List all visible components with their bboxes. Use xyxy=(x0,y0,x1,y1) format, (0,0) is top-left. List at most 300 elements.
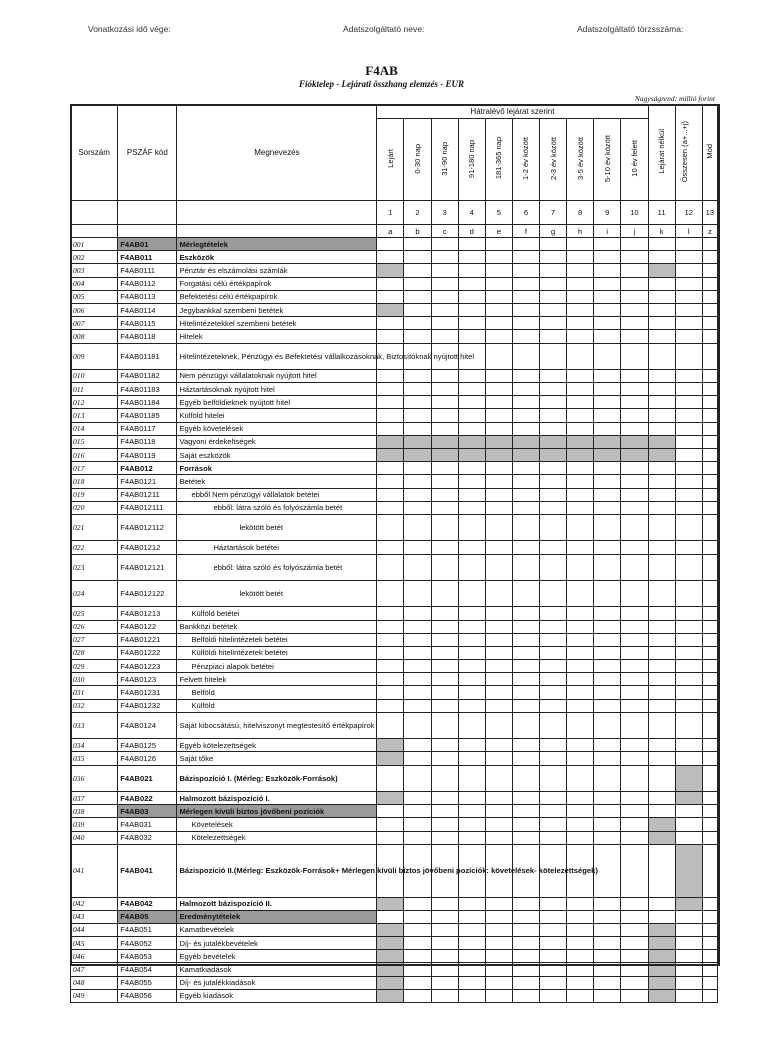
value-cell[interactable] xyxy=(404,646,431,659)
value-cell[interactable] xyxy=(702,462,717,475)
value-cell[interactable] xyxy=(512,660,539,673)
value-cell[interactable] xyxy=(431,422,458,435)
value-cell[interactable] xyxy=(458,501,485,514)
value-cell[interactable] xyxy=(404,435,431,448)
value-cell[interactable] xyxy=(377,383,404,396)
value-cell[interactable] xyxy=(377,923,404,936)
value-cell[interactable] xyxy=(567,264,594,277)
value-cell[interactable] xyxy=(377,937,404,950)
value-cell[interactable] xyxy=(431,251,458,264)
value-cell[interactable] xyxy=(377,277,404,290)
value-cell[interactable] xyxy=(567,607,594,620)
value-cell[interactable] xyxy=(539,277,566,290)
value-cell[interactable] xyxy=(567,937,594,950)
value-cell[interactable] xyxy=(458,633,485,646)
value-cell[interactable] xyxy=(567,277,594,290)
value-cell[interactable] xyxy=(431,633,458,646)
value-cell[interactable] xyxy=(458,989,485,1002)
value-cell[interactable] xyxy=(567,501,594,514)
value-cell[interactable] xyxy=(512,739,539,752)
value-cell[interactable] xyxy=(675,765,702,791)
value-cell[interactable] xyxy=(567,897,594,910)
value-cell[interactable] xyxy=(702,765,717,791)
value-cell[interactable] xyxy=(377,633,404,646)
value-cell[interactable] xyxy=(702,950,717,963)
value-cell[interactable] xyxy=(485,501,512,514)
value-cell[interactable] xyxy=(377,950,404,963)
value-cell[interactable] xyxy=(675,897,702,910)
value-cell[interactable] xyxy=(539,976,566,989)
value-cell[interactable] xyxy=(404,251,431,264)
value-cell[interactable] xyxy=(567,712,594,738)
value-cell[interactable] xyxy=(404,554,431,580)
value-cell[interactable] xyxy=(512,673,539,686)
value-cell[interactable] xyxy=(594,396,621,409)
value-cell[interactable] xyxy=(567,383,594,396)
value-cell[interactable] xyxy=(431,541,458,554)
value-cell[interactable] xyxy=(485,910,512,923)
value-cell[interactable] xyxy=(594,277,621,290)
value-cell[interactable] xyxy=(404,989,431,1002)
value-cell[interactable] xyxy=(621,976,648,989)
value-cell[interactable] xyxy=(404,238,431,251)
value-cell[interactable] xyxy=(512,989,539,1002)
value-cell[interactable] xyxy=(458,290,485,303)
value-cell[interactable] xyxy=(621,646,648,659)
value-cell[interactable] xyxy=(567,752,594,765)
value-cell[interactable] xyxy=(404,409,431,422)
value-cell[interactable] xyxy=(539,541,566,554)
value-cell[interactable] xyxy=(621,950,648,963)
value-cell[interactable] xyxy=(648,514,675,540)
value-cell[interactable] xyxy=(377,646,404,659)
value-cell[interactable] xyxy=(512,963,539,976)
value-cell[interactable] xyxy=(539,989,566,1002)
value-cell[interactable] xyxy=(539,422,566,435)
value-cell[interactable] xyxy=(404,383,431,396)
value-cell[interactable] xyxy=(485,343,512,369)
value-cell[interactable] xyxy=(485,409,512,422)
value-cell[interactable] xyxy=(648,791,675,804)
value-cell[interactable] xyxy=(621,699,648,712)
value-cell[interactable] xyxy=(377,699,404,712)
value-cell[interactable] xyxy=(485,660,512,673)
value-cell[interactable] xyxy=(675,673,702,686)
value-cell[interactable] xyxy=(594,238,621,251)
value-cell[interactable] xyxy=(377,409,404,422)
value-cell[interactable] xyxy=(702,488,717,501)
value-cell[interactable] xyxy=(675,910,702,923)
value-cell[interactable] xyxy=(675,475,702,488)
value-cell[interactable] xyxy=(431,897,458,910)
value-cell[interactable] xyxy=(539,791,566,804)
value-cell[interactable] xyxy=(539,686,566,699)
value-cell[interactable] xyxy=(675,277,702,290)
value-cell[interactable] xyxy=(485,369,512,382)
value-cell[interactable] xyxy=(404,791,431,804)
value-cell[interactable] xyxy=(404,699,431,712)
value-cell[interactable] xyxy=(539,462,566,475)
value-cell[interactable] xyxy=(458,976,485,989)
value-cell[interactable] xyxy=(512,251,539,264)
value-cell[interactable] xyxy=(621,462,648,475)
value-cell[interactable] xyxy=(594,976,621,989)
value-cell[interactable] xyxy=(675,660,702,673)
value-cell[interactable] xyxy=(377,765,404,791)
value-cell[interactable] xyxy=(675,396,702,409)
value-cell[interactable] xyxy=(377,369,404,382)
value-cell[interactable] xyxy=(539,620,566,633)
value-cell[interactable] xyxy=(594,831,621,844)
value-cell[interactable] xyxy=(675,554,702,580)
value-cell[interactable] xyxy=(675,976,702,989)
value-cell[interactable] xyxy=(404,752,431,765)
value-cell[interactable] xyxy=(648,264,675,277)
value-cell[interactable] xyxy=(431,646,458,659)
value-cell[interactable] xyxy=(404,976,431,989)
value-cell[interactable] xyxy=(702,290,717,303)
value-cell[interactable] xyxy=(404,660,431,673)
value-cell[interactable] xyxy=(567,923,594,936)
value-cell[interactable] xyxy=(512,554,539,580)
value-cell[interactable] xyxy=(621,501,648,514)
value-cell[interactable] xyxy=(512,752,539,765)
value-cell[interactable] xyxy=(458,383,485,396)
value-cell[interactable] xyxy=(648,620,675,633)
value-cell[interactable] xyxy=(539,475,566,488)
value-cell[interactable] xyxy=(512,435,539,448)
value-cell[interactable] xyxy=(404,514,431,540)
value-cell[interactable] xyxy=(621,409,648,422)
value-cell[interactable] xyxy=(621,251,648,264)
value-cell[interactable] xyxy=(377,963,404,976)
value-cell[interactable] xyxy=(431,409,458,422)
value-cell[interactable] xyxy=(567,686,594,699)
value-cell[interactable] xyxy=(512,330,539,343)
value-cell[interactable] xyxy=(512,950,539,963)
value-cell[interactable] xyxy=(539,501,566,514)
value-cell[interactable] xyxy=(539,633,566,646)
value-cell[interactable] xyxy=(621,238,648,251)
value-cell[interactable] xyxy=(621,554,648,580)
value-cell[interactable] xyxy=(458,910,485,923)
value-cell[interactable] xyxy=(458,818,485,831)
value-cell[interactable] xyxy=(567,396,594,409)
value-cell[interactable] xyxy=(567,699,594,712)
value-cell[interactable] xyxy=(539,765,566,791)
value-cell[interactable] xyxy=(621,317,648,330)
value-cell[interactable] xyxy=(485,646,512,659)
value-cell[interactable] xyxy=(648,541,675,554)
value-cell[interactable] xyxy=(621,422,648,435)
value-cell[interactable] xyxy=(675,923,702,936)
value-cell[interactable] xyxy=(567,580,594,606)
value-cell[interactable] xyxy=(458,475,485,488)
value-cell[interactable] xyxy=(485,699,512,712)
value-cell[interactable] xyxy=(702,580,717,606)
value-cell[interactable] xyxy=(702,805,717,818)
value-cell[interactable] xyxy=(621,805,648,818)
value-cell[interactable] xyxy=(377,488,404,501)
value-cell[interactable] xyxy=(458,752,485,765)
value-cell[interactable] xyxy=(431,369,458,382)
value-cell[interactable] xyxy=(702,383,717,396)
value-cell[interactable] xyxy=(485,673,512,686)
value-cell[interactable] xyxy=(648,607,675,620)
value-cell[interactable] xyxy=(675,620,702,633)
value-cell[interactable] xyxy=(702,910,717,923)
value-cell[interactable] xyxy=(377,554,404,580)
value-cell[interactable] xyxy=(675,449,702,462)
value-cell[interactable] xyxy=(675,330,702,343)
value-cell[interactable] xyxy=(675,739,702,752)
value-cell[interactable] xyxy=(485,818,512,831)
value-cell[interactable] xyxy=(648,739,675,752)
value-cell[interactable] xyxy=(675,963,702,976)
value-cell[interactable] xyxy=(621,541,648,554)
value-cell[interactable] xyxy=(621,488,648,501)
value-cell[interactable] xyxy=(458,541,485,554)
value-cell[interactable] xyxy=(512,264,539,277)
value-cell[interactable] xyxy=(377,660,404,673)
value-cell[interactable] xyxy=(404,277,431,290)
value-cell[interactable] xyxy=(485,633,512,646)
value-cell[interactable] xyxy=(512,383,539,396)
value-cell[interactable] xyxy=(675,303,702,316)
value-cell[interactable] xyxy=(621,343,648,369)
value-cell[interactable] xyxy=(431,752,458,765)
value-cell[interactable] xyxy=(377,449,404,462)
value-cell[interactable] xyxy=(485,712,512,738)
value-cell[interactable] xyxy=(377,818,404,831)
value-cell[interactable] xyxy=(594,818,621,831)
value-cell[interactable] xyxy=(377,462,404,475)
value-cell[interactable] xyxy=(594,712,621,738)
value-cell[interactable] xyxy=(648,950,675,963)
value-cell[interactable] xyxy=(512,831,539,844)
value-cell[interactable] xyxy=(594,343,621,369)
value-cell[interactable] xyxy=(567,673,594,686)
value-cell[interactable] xyxy=(702,238,717,251)
value-cell[interactable] xyxy=(675,633,702,646)
value-cell[interactable] xyxy=(675,712,702,738)
value-cell[interactable] xyxy=(377,475,404,488)
value-cell[interactable] xyxy=(648,923,675,936)
value-cell[interactable] xyxy=(567,805,594,818)
value-cell[interactable] xyxy=(648,383,675,396)
value-cell[interactable] xyxy=(377,514,404,540)
value-cell[interactable] xyxy=(702,673,717,686)
value-cell[interactable] xyxy=(567,317,594,330)
value-cell[interactable] xyxy=(621,937,648,950)
value-cell[interactable] xyxy=(648,369,675,382)
value-cell[interactable] xyxy=(702,752,717,765)
value-cell[interactable] xyxy=(539,383,566,396)
value-cell[interactable] xyxy=(567,488,594,501)
value-cell[interactable] xyxy=(377,712,404,738)
value-cell[interactable] xyxy=(458,712,485,738)
value-cell[interactable] xyxy=(621,791,648,804)
value-cell[interactable] xyxy=(567,791,594,804)
value-cell[interactable] xyxy=(675,290,702,303)
value-cell[interactable] xyxy=(458,791,485,804)
value-cell[interactable] xyxy=(648,317,675,330)
value-cell[interactable] xyxy=(567,238,594,251)
value-cell[interactable] xyxy=(485,831,512,844)
value-cell[interactable] xyxy=(648,963,675,976)
value-cell[interactable] xyxy=(702,646,717,659)
value-cell[interactable] xyxy=(512,514,539,540)
value-cell[interactable] xyxy=(594,383,621,396)
value-cell[interactable] xyxy=(567,462,594,475)
value-cell[interactable] xyxy=(675,264,702,277)
value-cell[interactable] xyxy=(512,317,539,330)
value-cell[interactable] xyxy=(648,343,675,369)
value-cell[interactable] xyxy=(702,409,717,422)
value-cell[interactable] xyxy=(512,923,539,936)
value-cell[interactable] xyxy=(431,831,458,844)
value-cell[interactable] xyxy=(485,514,512,540)
value-cell[interactable] xyxy=(458,660,485,673)
value-cell[interactable] xyxy=(648,686,675,699)
value-cell[interactable] xyxy=(567,343,594,369)
value-cell[interactable] xyxy=(702,897,717,910)
value-cell[interactable] xyxy=(702,449,717,462)
value-cell[interactable] xyxy=(675,514,702,540)
value-cell[interactable] xyxy=(485,923,512,936)
value-cell[interactable] xyxy=(404,396,431,409)
value-cell[interactable] xyxy=(567,541,594,554)
value-cell[interactable] xyxy=(702,554,717,580)
value-cell[interactable] xyxy=(594,501,621,514)
value-cell[interactable] xyxy=(594,699,621,712)
value-cell[interactable] xyxy=(567,409,594,422)
value-cell[interactable] xyxy=(404,462,431,475)
value-cell[interactable] xyxy=(539,923,566,936)
value-cell[interactable] xyxy=(431,712,458,738)
value-cell[interactable] xyxy=(485,554,512,580)
value-cell[interactable] xyxy=(431,673,458,686)
value-cell[interactable] xyxy=(377,739,404,752)
value-cell[interactable] xyxy=(621,712,648,738)
value-cell[interactable] xyxy=(621,514,648,540)
value-cell[interactable] xyxy=(431,514,458,540)
value-cell[interactable] xyxy=(377,541,404,554)
value-cell[interactable] xyxy=(539,752,566,765)
value-cell[interactable] xyxy=(594,910,621,923)
value-cell[interactable] xyxy=(675,462,702,475)
value-cell[interactable] xyxy=(485,937,512,950)
value-cell[interactable] xyxy=(377,435,404,448)
value-cell[interactable] xyxy=(377,396,404,409)
value-cell[interactable] xyxy=(377,317,404,330)
value-cell[interactable] xyxy=(567,449,594,462)
value-cell[interactable] xyxy=(485,317,512,330)
value-cell[interactable] xyxy=(431,791,458,804)
value-cell[interactable] xyxy=(702,251,717,264)
value-cell[interactable] xyxy=(594,369,621,382)
value-cell[interactable] xyxy=(675,831,702,844)
value-cell[interactable] xyxy=(539,290,566,303)
value-cell[interactable] xyxy=(702,976,717,989)
value-cell[interactable] xyxy=(621,660,648,673)
value-cell[interactable] xyxy=(485,264,512,277)
value-cell[interactable] xyxy=(512,422,539,435)
value-cell[interactable] xyxy=(675,699,702,712)
value-cell[interactable] xyxy=(648,277,675,290)
value-cell[interactable] xyxy=(539,396,566,409)
value-cell[interactable] xyxy=(485,791,512,804)
value-cell[interactable] xyxy=(404,317,431,330)
value-cell[interactable] xyxy=(485,739,512,752)
value-cell[interactable] xyxy=(621,897,648,910)
value-cell[interactable] xyxy=(404,541,431,554)
value-cell[interactable] xyxy=(621,396,648,409)
value-cell[interactable] xyxy=(404,330,431,343)
value-cell[interactable] xyxy=(567,818,594,831)
value-cell[interactable] xyxy=(539,317,566,330)
value-cell[interactable] xyxy=(512,686,539,699)
value-cell[interactable] xyxy=(458,409,485,422)
value-cell[interactable] xyxy=(539,831,566,844)
value-cell[interactable] xyxy=(377,673,404,686)
value-cell[interactable] xyxy=(702,343,717,369)
value-cell[interactable] xyxy=(648,488,675,501)
value-cell[interactable] xyxy=(567,514,594,540)
value-cell[interactable] xyxy=(539,554,566,580)
value-cell[interactable] xyxy=(539,937,566,950)
value-cell[interactable] xyxy=(594,541,621,554)
value-cell[interactable] xyxy=(377,976,404,989)
value-cell[interactable] xyxy=(594,449,621,462)
value-cell[interactable] xyxy=(675,844,702,897)
value-cell[interactable] xyxy=(512,238,539,251)
value-cell[interactable] xyxy=(431,910,458,923)
value-cell[interactable] xyxy=(512,369,539,382)
value-cell[interactable] xyxy=(458,937,485,950)
value-cell[interactable] xyxy=(404,488,431,501)
value-cell[interactable] xyxy=(567,976,594,989)
value-cell[interactable] xyxy=(594,686,621,699)
value-cell[interactable] xyxy=(458,238,485,251)
value-cell[interactable] xyxy=(567,646,594,659)
value-cell[interactable] xyxy=(621,303,648,316)
value-cell[interactable] xyxy=(539,303,566,316)
value-cell[interactable] xyxy=(377,501,404,514)
value-cell[interactable] xyxy=(377,791,404,804)
value-cell[interactable] xyxy=(485,290,512,303)
value-cell[interactable] xyxy=(648,251,675,264)
value-cell[interactable] xyxy=(512,818,539,831)
value-cell[interactable] xyxy=(567,620,594,633)
value-cell[interactable] xyxy=(431,462,458,475)
value-cell[interactable] xyxy=(404,963,431,976)
value-cell[interactable] xyxy=(512,488,539,501)
value-cell[interactable] xyxy=(377,422,404,435)
value-cell[interactable] xyxy=(648,238,675,251)
value-cell[interactable] xyxy=(485,765,512,791)
value-cell[interactable] xyxy=(431,818,458,831)
value-cell[interactable] xyxy=(512,343,539,369)
value-cell[interactable] xyxy=(539,646,566,659)
value-cell[interactable] xyxy=(539,739,566,752)
value-cell[interactable] xyxy=(621,620,648,633)
value-cell[interactable] xyxy=(648,805,675,818)
value-cell[interactable] xyxy=(485,989,512,1002)
value-cell[interactable] xyxy=(675,369,702,382)
value-cell[interactable] xyxy=(431,686,458,699)
value-cell[interactable] xyxy=(458,646,485,659)
